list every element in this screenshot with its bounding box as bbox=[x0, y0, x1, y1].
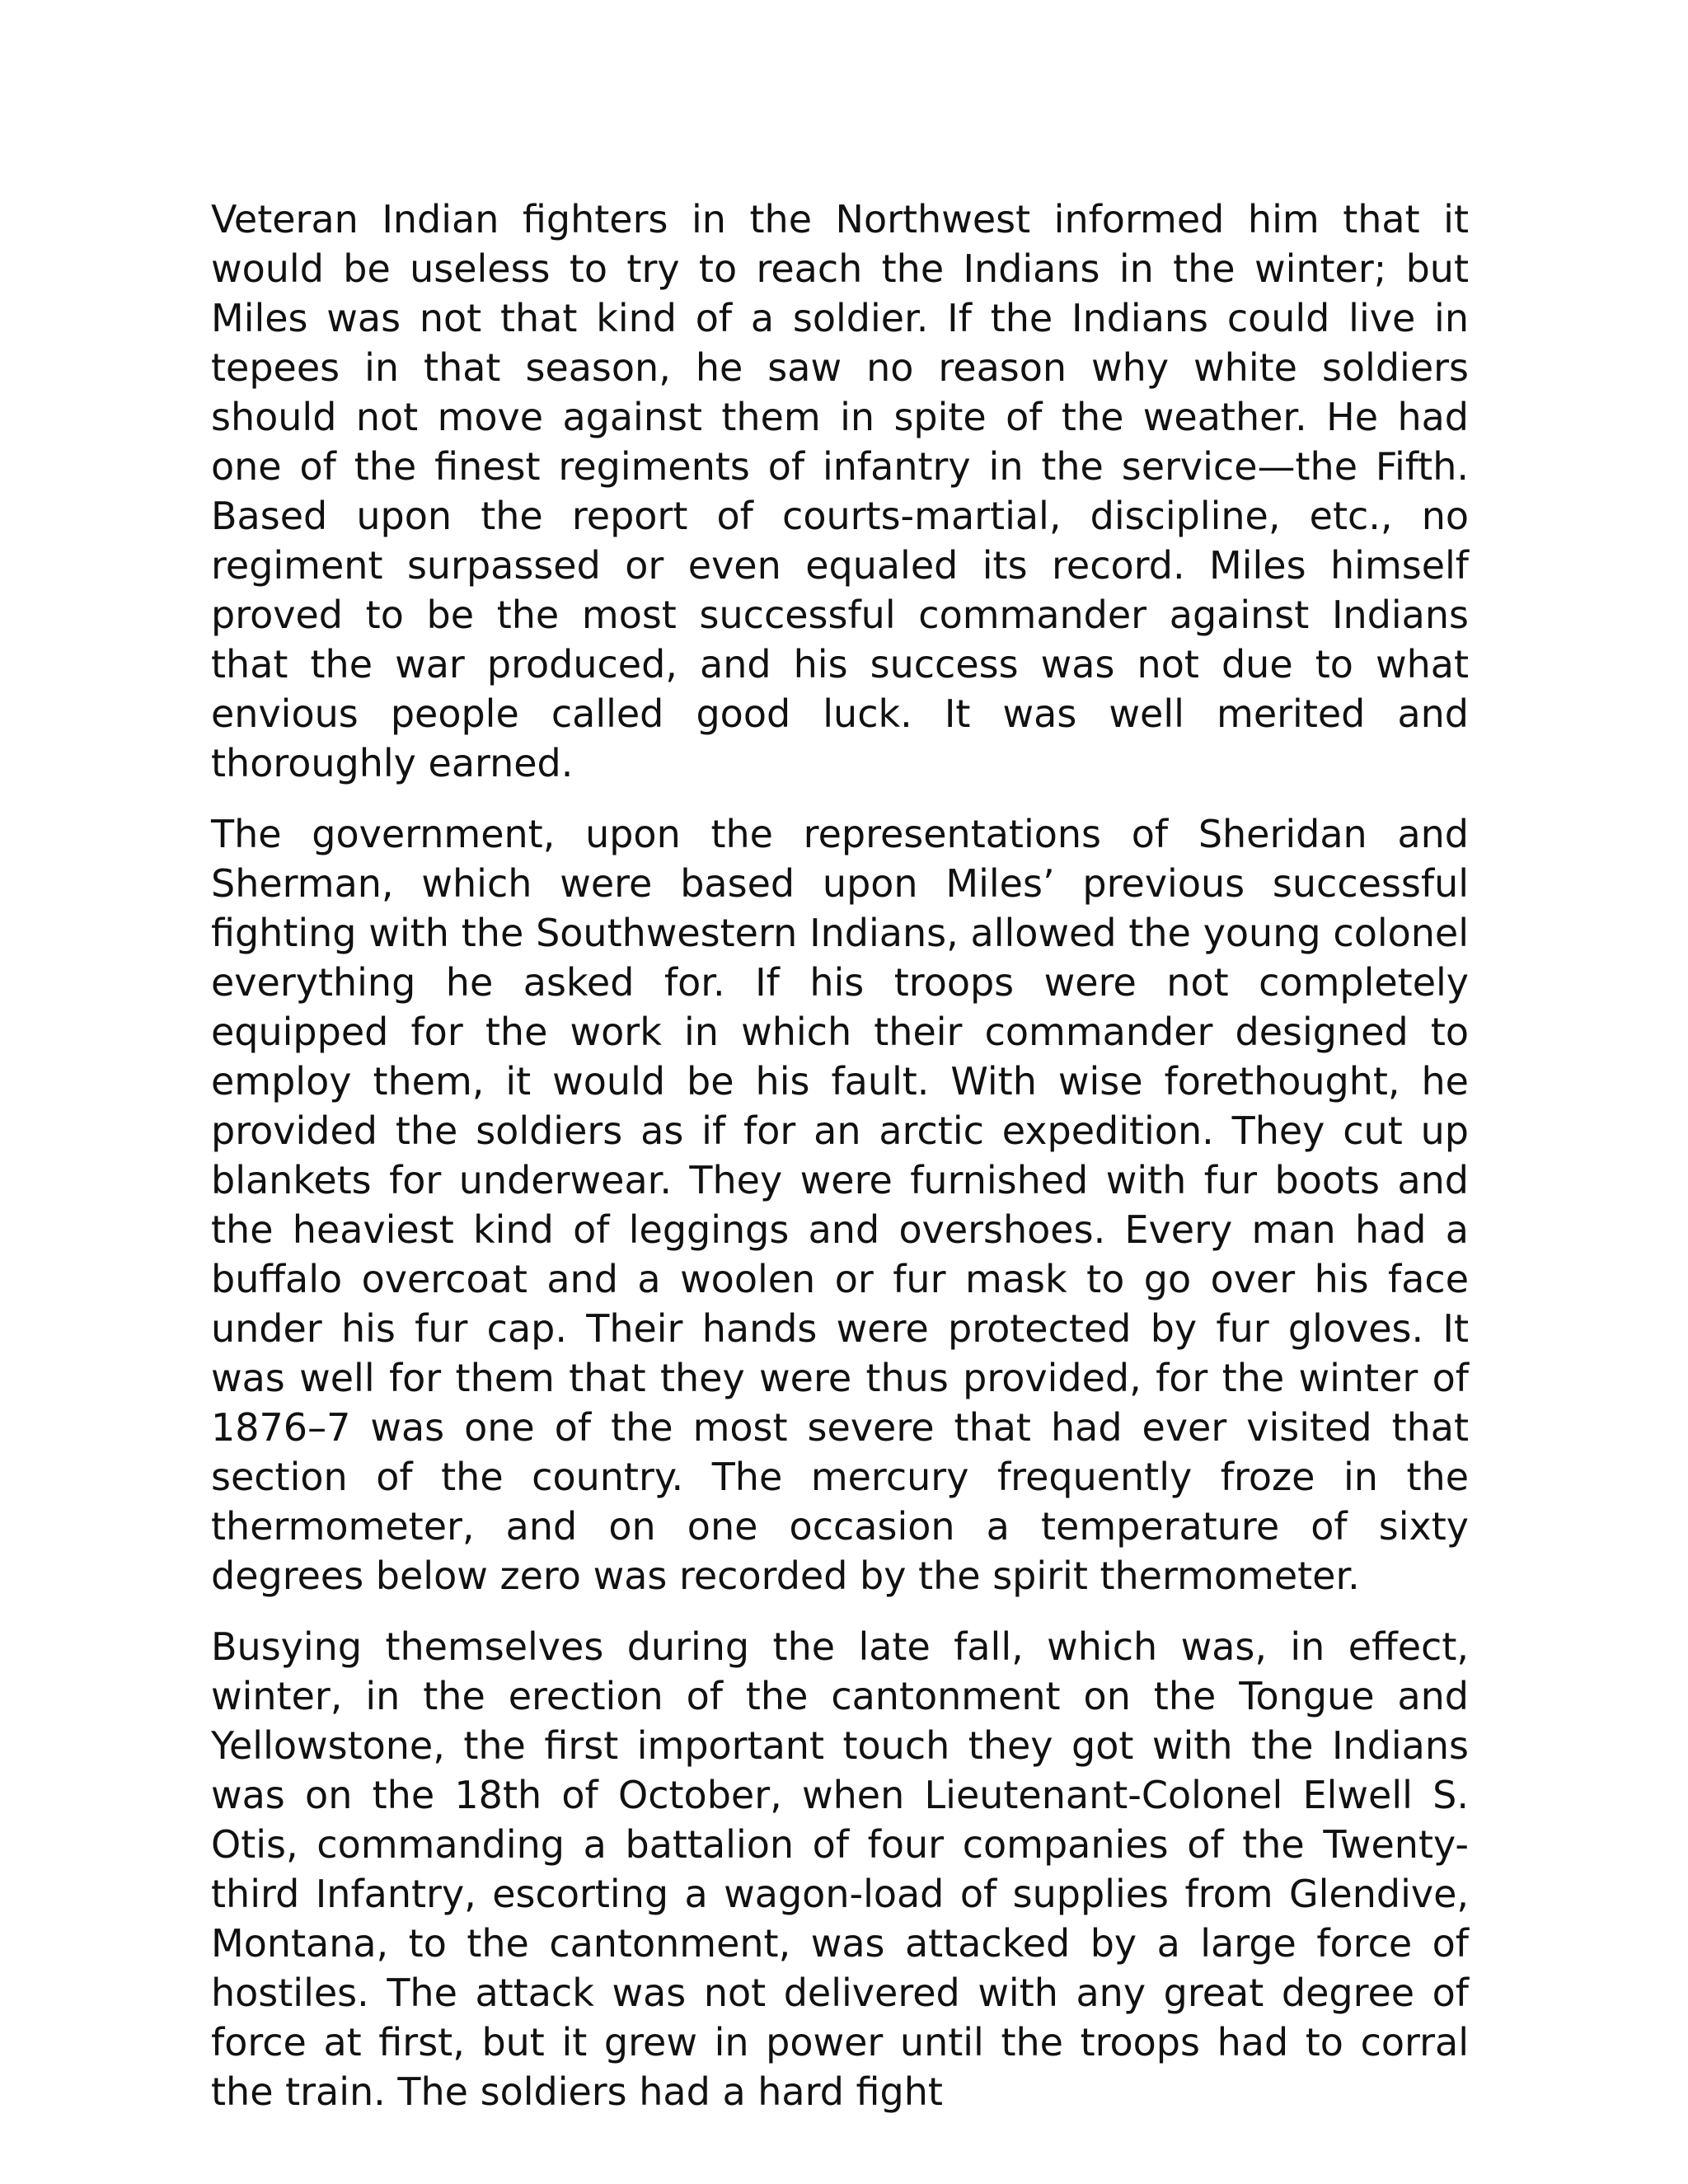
body-text bbox=[211, 194, 1469, 2138]
paragraph-1: Veteran Indian fighters in the Northwest informed him that it would be useless to try to reach the Indians in the winter; but Miles was not that kind of a soldier. If the Indians could live in tepees in that season, he saw no reason why white soldiers should not move against them in spite of the weather. He had one of the finest regiments of infantry in the service—the Fifth. Based upon the report of courts-martial, discipline, etc., no regiment surpassed or even equaled its record. Miles himself proved to be the most successful commander against Indians that the war produced, and his success was not due to what envious people called good luck. It was well merited and thoroughly earned. bbox=[211, 197, 1469, 785]
paragraph-2: The government, upon the representations of Sheridan and Sherman, which were based upon Miles’ previous successful fighting with the Southwestern Indians, allowed the young colonel everything he asked for. If his troops were not completely equipped for the work in which their commander designed to employ them, it would be his fault. With wise forethought, he provided the soldiers as if for an arctic expedition. They cut up blankets for underwear. They were furnished with fur boots and the heaviest kind of leggings and overshoes. Every man had a buffalo overcoat and a woolen or fur mask to go over his face under his fur cap. Their hands were protected by fur gloves. It was well for them that they were thus provided, for the winter of 1876–7 was one of the most severe that had ever visited that section of the country. The mercury frequently froze in the thermometer, and on one occasion a temperature of sixty degrees below zero was recorded by the spirit thermometer. bbox=[211, 812, 1469, 1598]
paragraph-3: Busying themselves during the late fall, which was, in effect, winter, in the erection of the cantonment on the Tongue and Yellowstone, the first important touch they got with the Indians was on the 18th of October, when Lieutenant-Colonel Elwell S. Otis, commanding a battalion of four companies of the Twenty-third Infantry, escorting a wagon-load of supplies from Glendive, Montana, to the cantonment, was attacked by a large force of hostiles. The attack was not delivered with any great degree of force at first, but it grew in power until the troops had to corral the train. The soldiers had a hard fight bbox=[211, 1624, 1469, 2114]
